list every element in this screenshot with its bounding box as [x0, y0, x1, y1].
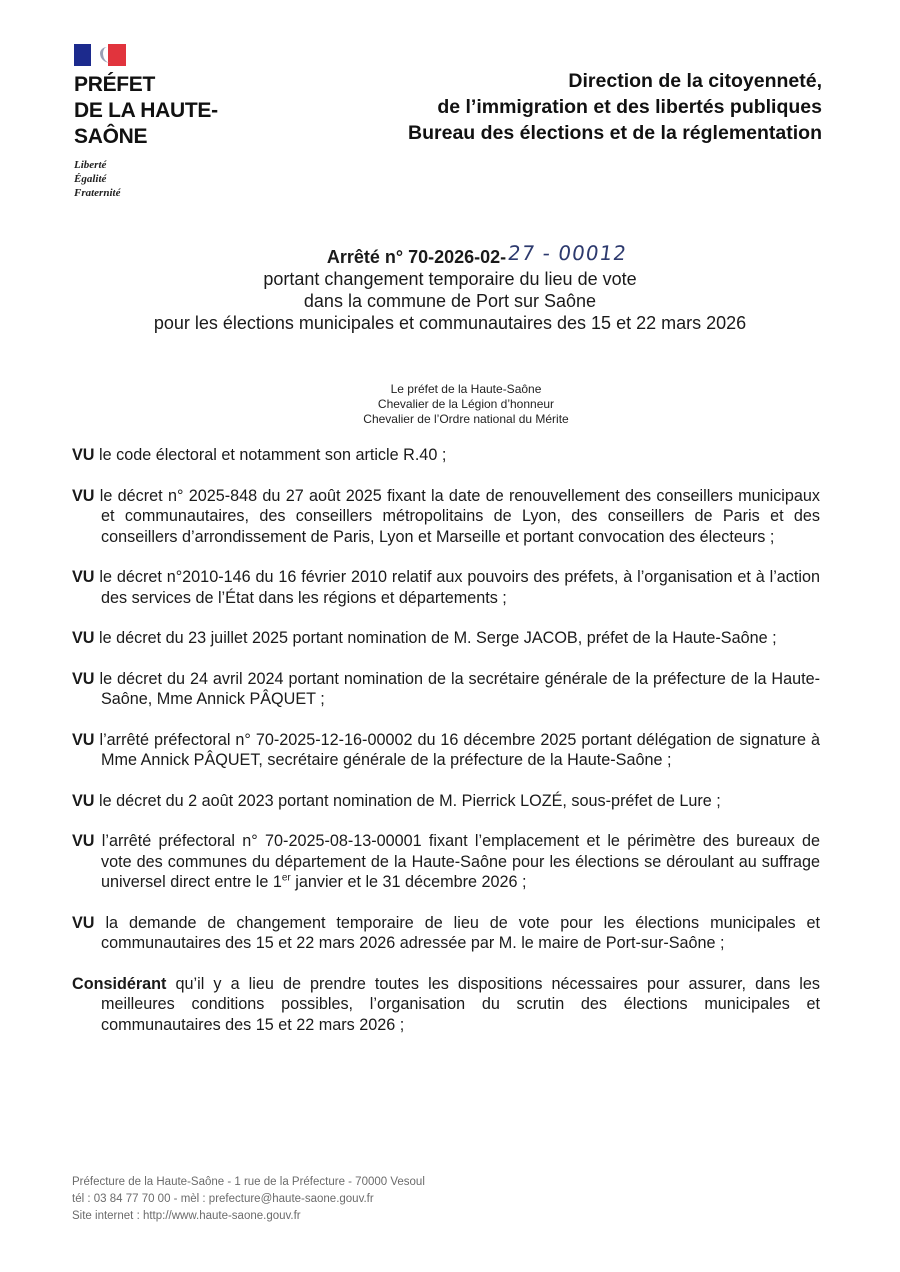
republic-motto: Liberté Égalité Fraternité — [74, 159, 121, 199]
vu-paragraph: VU l’arrêté préfectoral n° 70-2025-08-13-00001 fixant l’emplacement et le périmètre des bureaux de vote des communes du département de la Haute-Saône pour les élections se déroulant au suffrage universel direct entre le 1er janvier et le 31 décembre 2026 ; — [72, 832, 820, 891]
prefecture-logo — [74, 44, 224, 200]
arrete-subtitle-1: portant changement temporaire du lieu de vote — [263, 269, 637, 289]
footer-contact: tél : 03 84 77 70 00 - mèl : prefecture@haute-saone.gouv.fr — [72, 1193, 374, 1205]
marianne-flag-icon — [74, 44, 126, 66]
vu-paragraph: VU le décret n° 2025-848 du 27 août 2025 fixant la date de renouvellement des conseillers municipaux et communautaires, des conseillers métropolitains de Lyon, des conseillers de Paris et des conseillers d’arrondissement de Paris, Lyon et Marseille et portant convocation des électeurs ; — [72, 486, 820, 546]
arrete-number: Arrêté n° 70-2026-02- 27 - 00012 — [326, 241, 629, 267]
arrete-subtitle-2: dans la commune de Port sur Saône — [303, 291, 597, 311]
footer-website: Site internet : http://www.haute-saone.gouv.fr — [72, 1210, 301, 1222]
vu-paragraph: VU le décret n°2010-146 du 16 février 2010 relatif aux pouvoirs des préfets, à l’organisation et à l’action des services de l’État dans les régions et départements ; — [72, 568, 820, 607]
prefet-title: PRÉFET DE LA HAUTE- SAÔNE — [74, 73, 218, 148]
vu-paragraph: VU le décret du 2 août 2023 portant nomination de M. Pierrick LOZÉ, sous-préfet de Lure ; — [72, 791, 721, 810]
vu-paragraph: VU le code électoral et notamment son article R.40 ; — [72, 446, 447, 464]
authority-block: Le préfet de la Haute-Saône Chevalier de la Légion d’honneur Chevalier de l’Ordre national du Mérite — [363, 382, 569, 426]
considerant-paragraph: Considérant qu’il y a lieu de prendre toutes les dispositions nécessaires pour assurer, dans les meilleures conditions possibles, l’organisation du scrutin des élections municipales et communautaires des 15 et 22 mars 2026 ; — [72, 974, 820, 1034]
arrete-subtitle-3: pour les élections municipales et communautaires des 15 et 22 mars 2026 — [153, 313, 747, 333]
direction-heading: Direction de la citoyenneté, de l’immigration et des libertés publiques Bureau des élections et de la réglementation — [408, 70, 822, 144]
arrete-title — [0, 241, 900, 334]
handwritten-number: 27 - 00012 — [506, 241, 629, 265]
considerations-list — [72, 445, 820, 1055]
footer-address: Préfecture de la Haute-Saône - 1 rue de la Préfecture - 70000 Vesoul — [72, 1176, 425, 1188]
page-footer — [72, 1174, 425, 1225]
vu-paragraph: VU le décret du 24 avril 2024 portant nomination de la secrétaire générale de la préfecture de la Haute-Saône, Mme Annick PÂQUET ; — [72, 669, 820, 708]
vu-paragraph: VU la demande de changement temporaire de lieu de vote pour les élections municipales et communautaires des 15 et 22 mars 2026 adressée par M. le maire de Port-sur-Saône ; — [72, 913, 820, 952]
vu-paragraph: VU le décret du 23 juillet 2025 portant nomination de M. Serge JACOB, préfet de la Haute-Saône ; — [72, 629, 777, 647]
vu-paragraph: VU l’arrêté préfectoral n° 70-2025-12-16-00002 du 16 décembre 2025 portant délégation de signature à Mme Annick PÂQUET, secrétaire générale de la préfecture de la Haute-Saône ; — [72, 730, 820, 769]
